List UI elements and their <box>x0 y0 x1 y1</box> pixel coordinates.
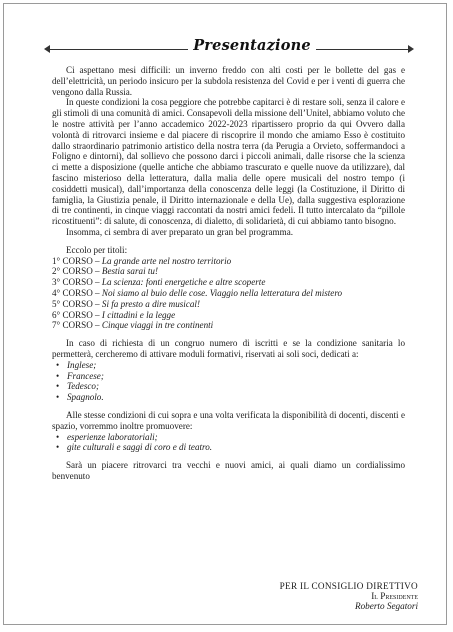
paragraph-intro: Ci aspettano mesi difficili: un inverno freddo con alti costi per le bollette del gas e dell’elettricità, un periodo insicuro per la subdola resistenza del Covid e per i venti di guerra che vengono dalla Russia. <box>52 65 405 97</box>
course-title: I cittadini e la legge <box>101 309 176 320</box>
course-title: La scienza: fonti energetiche e altre scoperte <box>101 277 266 288</box>
course-number: 4° CORSO – <box>52 287 100 298</box>
bullet-icon: • <box>56 431 60 442</box>
signature-role: Il Presidente <box>371 591 418 602</box>
course-number: 6° CORSO – <box>52 309 100 320</box>
course-item <box>52 310 405 321</box>
course-item <box>52 299 405 310</box>
bullet-icon: • <box>56 370 60 381</box>
course-item <box>52 288 405 299</box>
bullet-icon: • <box>56 359 60 370</box>
extras-list <box>52 432 405 454</box>
course-item <box>52 256 405 267</box>
signature-name: Roberto Segatori <box>354 601 418 612</box>
signature-block <box>280 581 418 612</box>
bullet-icon: • <box>56 381 60 392</box>
paragraph-language-modules: In caso di richiesta di un congruo numero di iscritti e se la condizione sanitaria lo permetterà, cercheremo di attivare moduli formativi, riservati ai soli soci, dedicati a: <box>52 338 405 359</box>
signature-board: PER IL CONSIGLIO DIRETTIVO <box>279 581 418 591</box>
course-title: Bestia sarai tu! <box>101 266 158 277</box>
course-item <box>52 320 405 331</box>
header-rule-right <box>316 49 408 50</box>
course-title: Noi siamo al buio delle cose. Viaggio nella letteratura del mistero <box>101 287 343 298</box>
bullet-icon: • <box>56 442 60 453</box>
paragraph-summary: Insomma, ci sembra di aver preparato un gran bel programma. <box>66 226 294 237</box>
header-rule-left <box>50 49 188 50</box>
paragraph-closing: Sarà un piacere ritrovarci tra vecchi e nuovi amici, ai quali diamo un cordialissimo benvenuto <box>52 460 405 481</box>
header-ornament-right <box>408 45 414 53</box>
course-number: 7° CORSO – <box>52 320 100 331</box>
course-title: Si fa presto a dire musical! <box>101 298 200 309</box>
language-list <box>52 360 405 403</box>
course-number: 5° CORSO – <box>52 298 100 309</box>
document-body <box>52 65 405 482</box>
course-title: La grande arte nel nostro territorio <box>101 255 232 266</box>
extra-item: • gite culturali e saggi di coro e di teatro. <box>56 442 213 453</box>
course-number: 2° CORSO – <box>52 266 100 277</box>
course-item <box>52 266 405 277</box>
language-item: • Spagnolo. <box>56 392 104 403</box>
document-page <box>3 3 447 625</box>
language-item: • Inglese; <box>56 359 97 370</box>
extra-item: • esperienze laboratoriali; <box>56 431 158 442</box>
section-header <box>44 37 414 60</box>
course-item <box>52 277 405 288</box>
language-item: • Tedesco; <box>56 381 99 392</box>
bullet-icon: • <box>56 392 60 403</box>
course-list <box>52 256 405 332</box>
course-number: 3° CORSO – <box>52 277 100 288</box>
course-number: 1° CORSO – <box>52 255 100 266</box>
paragraph-conditions: In queste condizioni la cosa peggiore che potrebbe capitarci è di restare soli, senza il calore e gli stimoli di una comunità di amici. Consapevoli della missione dell’Unitel, abbiamo voluto che le nostre attività per l’anno accademico 2022-2023 ripartissero proprio da qui Ovvero dalla volontà di ritrovarci insieme e dal piacere di riscoprire il mondo che amiamo Esso è costituito dallo straordinario patrimonio artistico della nostra terra (da Perugia a Orvieto, soffermandoci a Foligno e dintorni), dal sollievo che possono darci i piccoli animali, dalle risorse che la scienza ci mette a disposizione (quelle antiche che abbiamo trascurato e quelle nuove da utilizzare), dal fascino misterioso della letteratura, dalla malia delle opere musicali del nostro tempo (i cosiddetti musical), dall’importanza della conoscenza delle leggi (la Costituzione, il Diritto di famiglia, la Giustizia penale, il Diritto internazionale e della Ue), dalla suggestiva esplorazione di tre continenti, in cinque viaggi raccontati da nostri amici fedeli. Il tutto intercalato da “pillole ricostituenti”: di salute, di conoscenza, di dialetto, di solidarietà, di cui abbiamo tanto bisogno. <box>52 97 405 227</box>
courses-intro: Eccolo per titoli: <box>66 244 128 255</box>
course-title: Cinque viaggi in tre continenti <box>101 320 214 331</box>
paragraph-extra-activities: Alle stesse condizioni di cui sopra e una volta verificata la disponibilità di docenti, discenti e spazio, vorremmo inoltre promuovere: <box>52 409 405 431</box>
language-item: • Francese; <box>56 370 104 381</box>
page-title: Presentazione <box>193 37 311 54</box>
